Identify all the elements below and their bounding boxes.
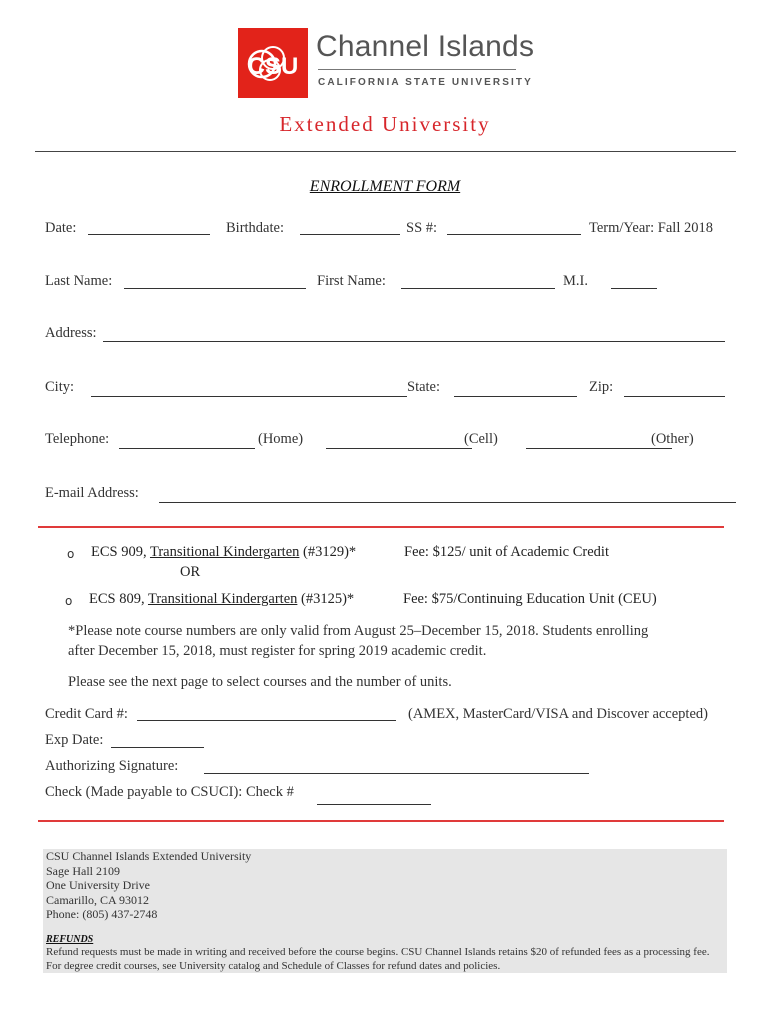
course-1-number: (#3129)* bbox=[299, 544, 357, 560]
contact-refund-box bbox=[43, 849, 727, 973]
signature-label: Authorizing Signature: bbox=[45, 758, 179, 774]
section-divider-top bbox=[38, 526, 724, 528]
course-note-line-1: *Please note course numbers are only valid from August 25–December 15, 2018. Students enrolling bbox=[68, 623, 649, 639]
birthdate-label: Birthdate: bbox=[226, 220, 284, 236]
birthdate-field[interactable] bbox=[300, 234, 400, 235]
cell-label: (Cell) bbox=[464, 431, 498, 447]
first-name-label: First Name: bbox=[317, 273, 386, 289]
address-line-3: One University Drive bbox=[46, 878, 150, 892]
course-1-fee: Fee: $125/ unit of Academic Credit bbox=[404, 544, 609, 560]
brand-subtitle: CALIFORNIA STATE UNIVERSITY bbox=[318, 77, 533, 88]
brand-name: Channel Islands bbox=[316, 30, 535, 63]
brand-divider bbox=[318, 69, 516, 70]
term-year-label: Term/Year: Fall 2018 bbox=[589, 220, 713, 236]
address-line-2: Sage Hall 2109 bbox=[46, 864, 120, 878]
date-label: Date: bbox=[45, 220, 77, 236]
credit-card-label: Credit Card #: bbox=[45, 706, 128, 722]
check-label: Check (Made payable to CSUCI): Check # bbox=[45, 784, 294, 800]
home-phone-field[interactable] bbox=[119, 448, 255, 449]
address-field[interactable] bbox=[103, 341, 725, 342]
mi-label: M.I. bbox=[563, 273, 588, 289]
mi-field[interactable] bbox=[611, 288, 657, 289]
course-1-code: ECS 909, bbox=[91, 544, 150, 560]
form-title: ENROLLMENT FORM bbox=[309, 178, 461, 195]
first-name-field[interactable] bbox=[401, 288, 555, 289]
other-phone-field[interactable] bbox=[526, 448, 672, 449]
address-line-1: CSU Channel Islands Extended University bbox=[46, 849, 252, 863]
course-2-number: (#3125)* bbox=[297, 591, 355, 607]
other-label: (Other) bbox=[651, 431, 694, 447]
section-divider-bottom bbox=[38, 820, 724, 822]
last-name-field[interactable] bbox=[124, 288, 306, 289]
signature-field[interactable] bbox=[204, 773, 589, 774]
cards-accepted-note: (AMEX, MasterCard/VISA and Discover accepted) bbox=[408, 706, 708, 722]
date-field[interactable] bbox=[88, 234, 210, 235]
city-label: City: bbox=[45, 379, 75, 395]
address-label: Address: bbox=[45, 325, 97, 341]
ssn-field[interactable] bbox=[447, 234, 581, 235]
course-2-fee: Fee: $75/Continuing Education Unit (CEU) bbox=[403, 591, 657, 607]
or-label: OR bbox=[180, 564, 201, 580]
state-field[interactable] bbox=[454, 396, 577, 397]
course-option-2-radio[interactable]: o bbox=[65, 594, 73, 608]
last-name-label: Last Name: bbox=[45, 273, 113, 289]
course-option-1-radio[interactable]: o bbox=[67, 547, 75, 561]
refunds-text: Refund requests must be made in writing and received before the course begins. CSU Channel Islands retains $20 of refunded fees as a processing fee. For degree credit courses, see University catalog and Schedule of Classes for refund dates and policies. bbox=[46, 946, 710, 972]
home-label: (Home) bbox=[258, 431, 304, 447]
credit-card-field[interactable] bbox=[137, 720, 396, 721]
course-2-name: Transitional Kindergarten bbox=[147, 591, 298, 607]
address-line-5: Phone: (805) 437-2748 bbox=[46, 907, 158, 921]
email-field[interactable] bbox=[159, 502, 736, 503]
csu-logo bbox=[238, 28, 308, 98]
state-label: State: bbox=[407, 379, 441, 395]
email-label: E-mail Address: bbox=[45, 485, 139, 501]
address-line-4: Camarillo, CA 93012 bbox=[46, 893, 149, 907]
logo-text: CSU bbox=[247, 53, 299, 80]
course-option-2 bbox=[89, 591, 354, 608]
course-note-line-2: after December 15, 2018, must register for spring 2019 academic credit. bbox=[68, 643, 487, 659]
course-option-1 bbox=[91, 544, 356, 561]
exp-date-field[interactable] bbox=[111, 747, 204, 748]
refunds-heading: REFUNDS bbox=[46, 934, 94, 945]
zip-label: Zip: bbox=[589, 379, 614, 395]
zip-field[interactable] bbox=[624, 396, 725, 397]
cell-phone-field[interactable] bbox=[326, 448, 472, 449]
header-divider bbox=[35, 151, 736, 152]
city-field[interactable] bbox=[91, 396, 407, 397]
check-number-field[interactable] bbox=[317, 804, 431, 805]
ssn-label: SS #: bbox=[406, 220, 438, 236]
exp-date-label: Exp Date: bbox=[45, 732, 104, 748]
course-2-code: ECS 809, bbox=[89, 591, 148, 607]
course-1-name: Transitional Kindergarten bbox=[149, 544, 300, 560]
telephone-label: Telephone: bbox=[45, 431, 110, 447]
csu-logo-mark bbox=[238, 28, 308, 98]
next-page-note: Please see the next page to select courses and the number of units. bbox=[68, 674, 452, 690]
department-title: Extended University bbox=[279, 112, 491, 136]
